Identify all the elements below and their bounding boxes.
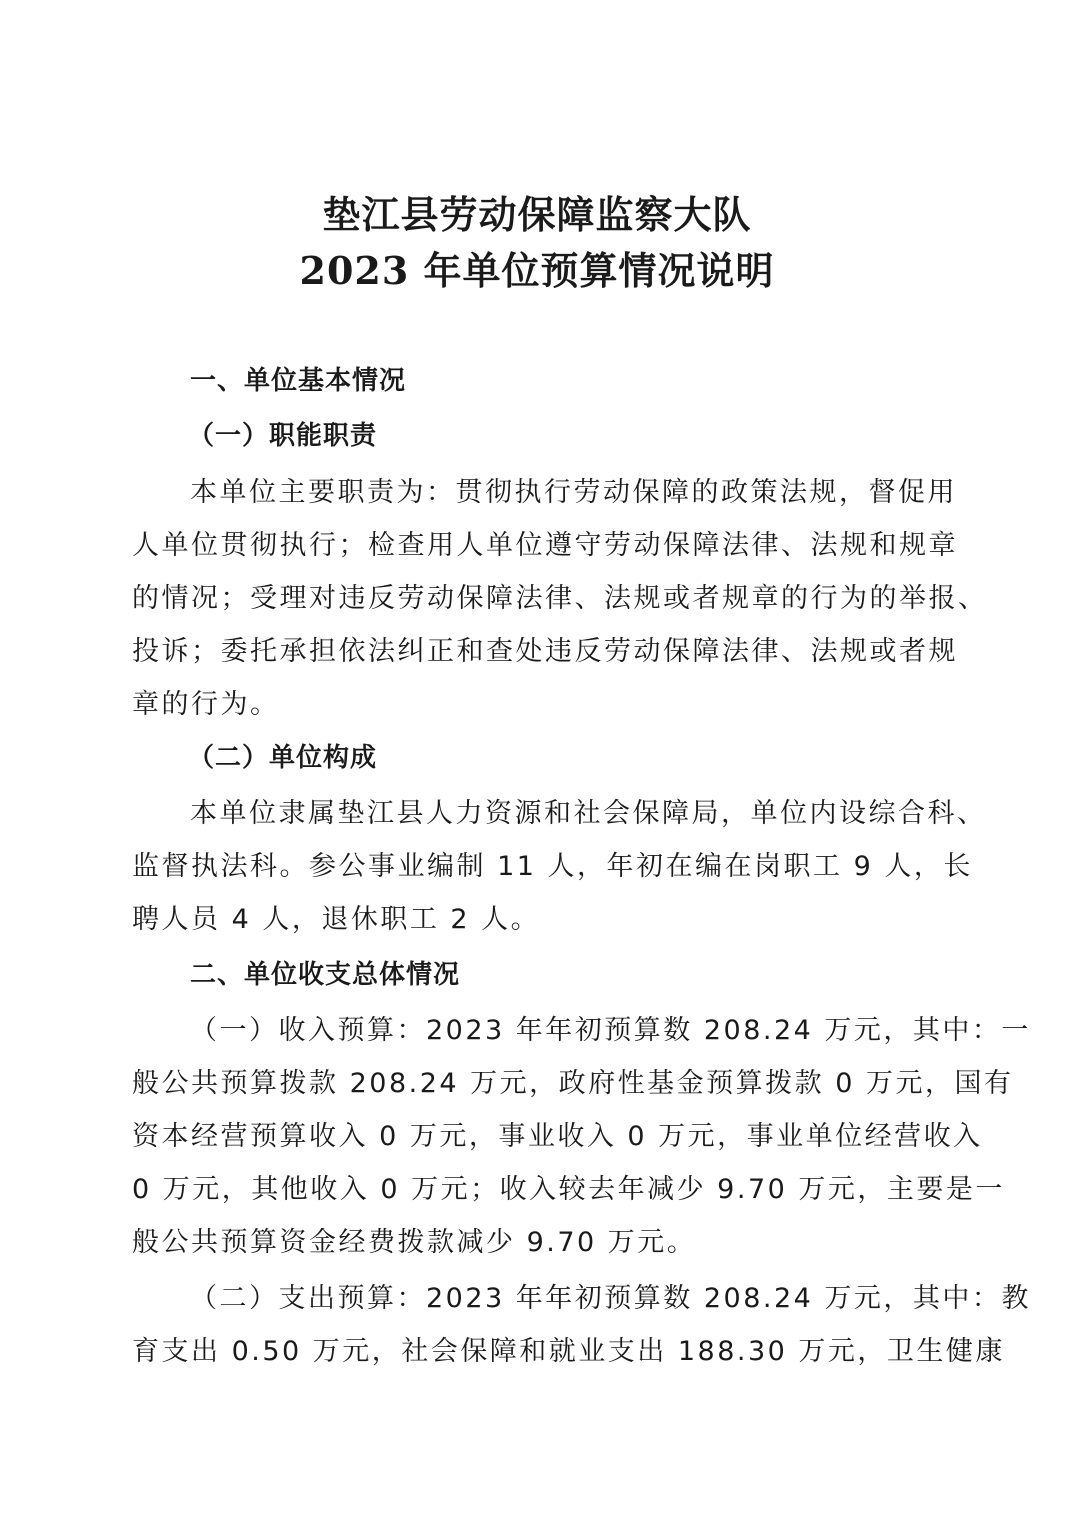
section1-sub2-heading: （二）单位构成 <box>188 743 378 773</box>
document-title-line1: 垫江县劳动保障监察大队 <box>322 192 752 237</box>
paragraph-line: 监督执法科。参公事业编制 11 人，年初在编在岗职工 9 人，长 <box>132 851 973 882</box>
section1-heading: 一、单位基本情况 <box>190 366 407 396</box>
paragraph-line: 般公共预算资金经费拨款减少 9.70 万元。 <box>132 1227 697 1258</box>
paragraph-line: 本单位主要职责为：贯彻执行劳动保障的政策法规，督促用 <box>190 477 957 508</box>
section2-heading: 二、单位收支总体情况 <box>190 960 461 990</box>
paragraph-line: 本单位隶属垫江县人力资源和社会保障局，单位内设综合科、 <box>190 798 987 829</box>
paragraph-line: 0 万元，其他收入 0 万元；收入较去年减少 9.70 万元，主要是一 <box>132 1174 1005 1205</box>
section1-sub1-heading: （一）职能职责 <box>188 421 378 451</box>
paragraph-line: 的情况；受理对违反劳动保障法律、法规或者规章的行为的举报、 <box>132 583 988 614</box>
paragraph-line: 投诉；委托承担依法纠正和查处违反劳动保障法律、法规或者规 <box>132 636 958 667</box>
paragraph-line: 人单位贯彻执行；检查用人单位遵守劳动保障法律、法规和规章 <box>132 530 958 561</box>
paragraph-line: （一）收入预算：2023 年年初预算数 208.24 万元，其中：一 <box>190 1015 1031 1046</box>
paragraph-line: 章的行为。 <box>132 689 280 720</box>
paragraph-line: 聘人员 4 人，退休职工 2 人。 <box>132 904 541 935</box>
paragraph-line: 般公共预算拨款 208.24 万元，政府性基金预算拨款 0 万元，国有 <box>132 1068 1014 1099</box>
document-title-line2: 2023 年单位预算情况说明 <box>299 248 775 293</box>
paragraph-line: 资本经营预算收入 0 万元，事业收入 0 万元，事业单位经营收入 <box>132 1121 983 1152</box>
paragraph-line: （二）支出预算：2023 年年初预算数 208.24 万元，其中：教 <box>190 1283 1031 1314</box>
paragraph-line: 育支出 0.50 万元，社会保障和就业支出 188.30 万元，卫生健康 <box>132 1336 1005 1367</box>
